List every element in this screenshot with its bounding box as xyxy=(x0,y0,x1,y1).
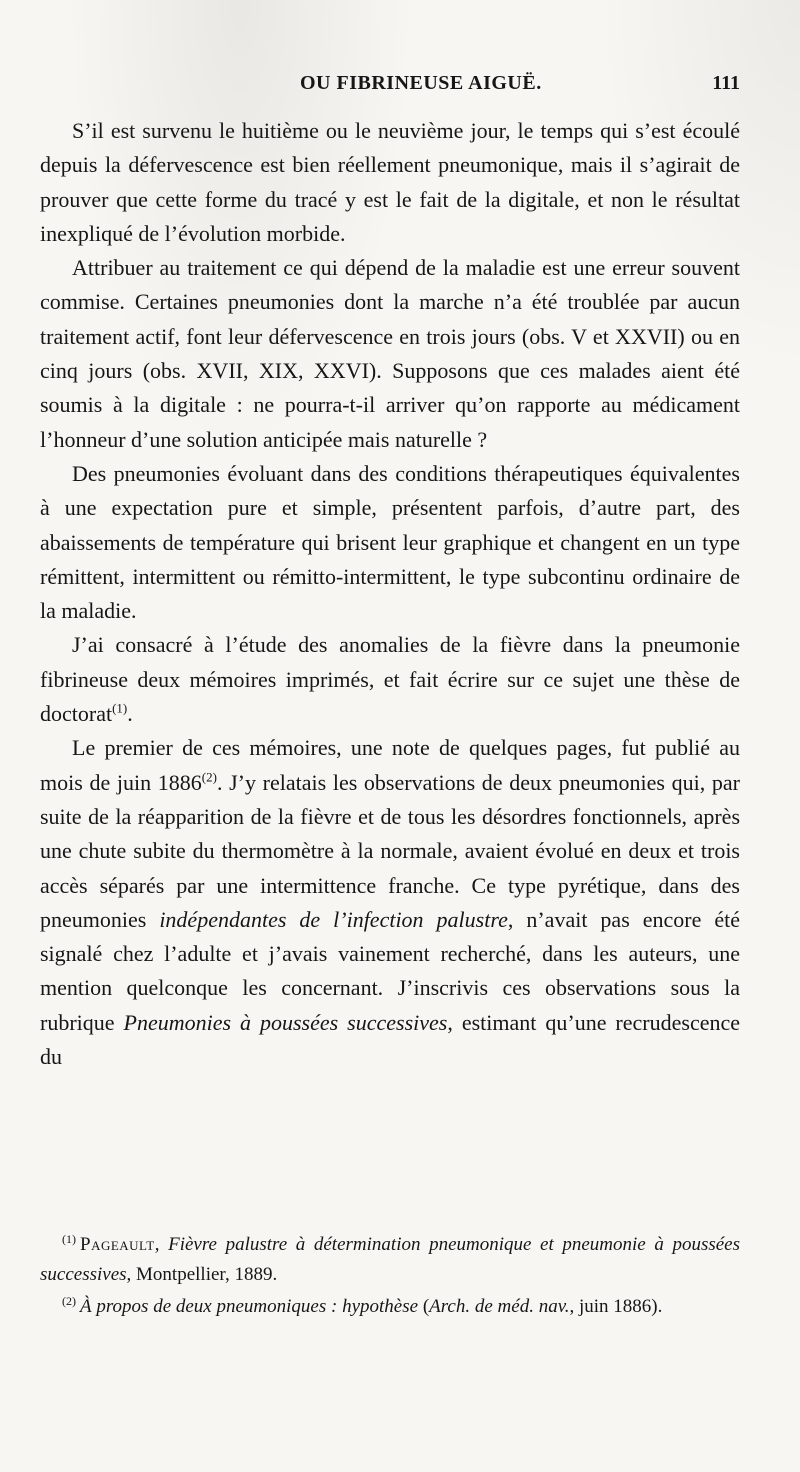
page-header xyxy=(40,72,740,102)
paragraph-4-end: . xyxy=(127,701,133,727)
paragraph-4 xyxy=(40,628,740,731)
footnote-1-sep: , xyxy=(154,1234,169,1255)
footnote-2-mark: (2) xyxy=(62,1293,76,1308)
page-number: 111 xyxy=(712,72,740,94)
paragraph-5-part-a: Le premier de ces mémoires, une note de quelques pages, fut publié au mois de juin 1886 xyxy=(40,735,740,795)
footnote-2-journal: Arch. de méd. nav. xyxy=(429,1296,570,1317)
footnote-1 xyxy=(40,1230,740,1290)
footnote-ref-2[interactable]: (2) xyxy=(201,769,217,785)
body-text xyxy=(40,114,740,1074)
paragraph-3: Des pneumonies évoluant dans des conditions thérapeutiques équivalentes à une expectation pure et simple, présentent parfois, d’autre part, des abaissements de température qui brisent leur graphique et changent en un type rémittent, intermittent ou rémitto-intermittent, le type subcontinu ordinaire de la maladie. xyxy=(40,460,740,624)
paragraph-5-italic-2: Pneumonies à poussées successives xyxy=(123,1009,448,1035)
footnote-1-author: Pageault xyxy=(80,1234,155,1255)
footnote-1-rest: , Montpellier, 1889. xyxy=(126,1264,278,1285)
footnotes xyxy=(40,1230,740,1324)
paragraph-5-part-c: , n’avait pas encore été signalé chez l’adulte et j’avais vainement recherché, dans les auteurs, une mention quelconque les concernant. J’inscrivis ces observations sous la rubrique xyxy=(40,906,740,1035)
paragraph-5-part-b: . J’y relatais les observations de deux pneumonies qui, par suite de la réapparition de la fièvre et de tous les désordres fonctionnels, après une chute subite du thermomètre à la normale, avaient évolué en deux et trois accès séparés par une intermittence franche. Ce type pyrétique, dans des pneumonies xyxy=(40,769,740,932)
paragraph-5-italic-1: indépendantes de l’infection palustre xyxy=(159,906,508,932)
paragraph-1: S’il est survenu le huitième ou le neuvième jour, le temps qui s’est écoulé depuis la défervescence est bien réellement pneumonique, mais il s’agirait de prouver que cette forme du tracé y est le fait de la digitale, et non le résultat inexpliqué de l’évolution morbide. xyxy=(40,118,740,246)
footnote-2-rest: , juin 1886). xyxy=(569,1296,663,1317)
paragraph-4-text: J’ai consacré à l’étude des anomalies de la fièvre dans la pneumonie fibrineuse deux mémoires imprimés, et fait écrire sur ce sujet une thèse de doctorat xyxy=(40,632,740,727)
paragraph-5-part-d: , estimant qu’une recrudescence du xyxy=(40,1009,740,1070)
footnote-1-mark: (1) xyxy=(62,1231,76,1246)
footnote-2 xyxy=(40,1292,740,1322)
footnote-2-title: À propos de deux pneumoniques : hypothèse xyxy=(80,1296,419,1317)
paragraph-2: Attribuer au traitement ce qui dépend de la maladie est une erreur souvent commise. Certaines pneumonies dont la marche n’a été troublée par aucun traitement actif, font leur défervescence en trois jours (obs. V et XXVII) ou en cinq jours (obs. XVII, XIX, XXVI). Supposons que ces malades aient été soumis à la digitale : ne pourra-t-il arriver qu’on rapporte au médicament l’honneur d’une solution anticipée mais naturelle ? xyxy=(40,255,740,452)
paragraph-5 xyxy=(40,731,740,1074)
footnote-2-open: ( xyxy=(418,1296,430,1317)
footnote-1-title: Fièvre palustre à détermination pneumonique et pneumonie à poussées successives xyxy=(40,1234,740,1285)
running-head: OU FIBRINEUSE AIGUË. xyxy=(300,72,542,94)
footnote-ref-1[interactable]: (1) xyxy=(112,700,128,716)
